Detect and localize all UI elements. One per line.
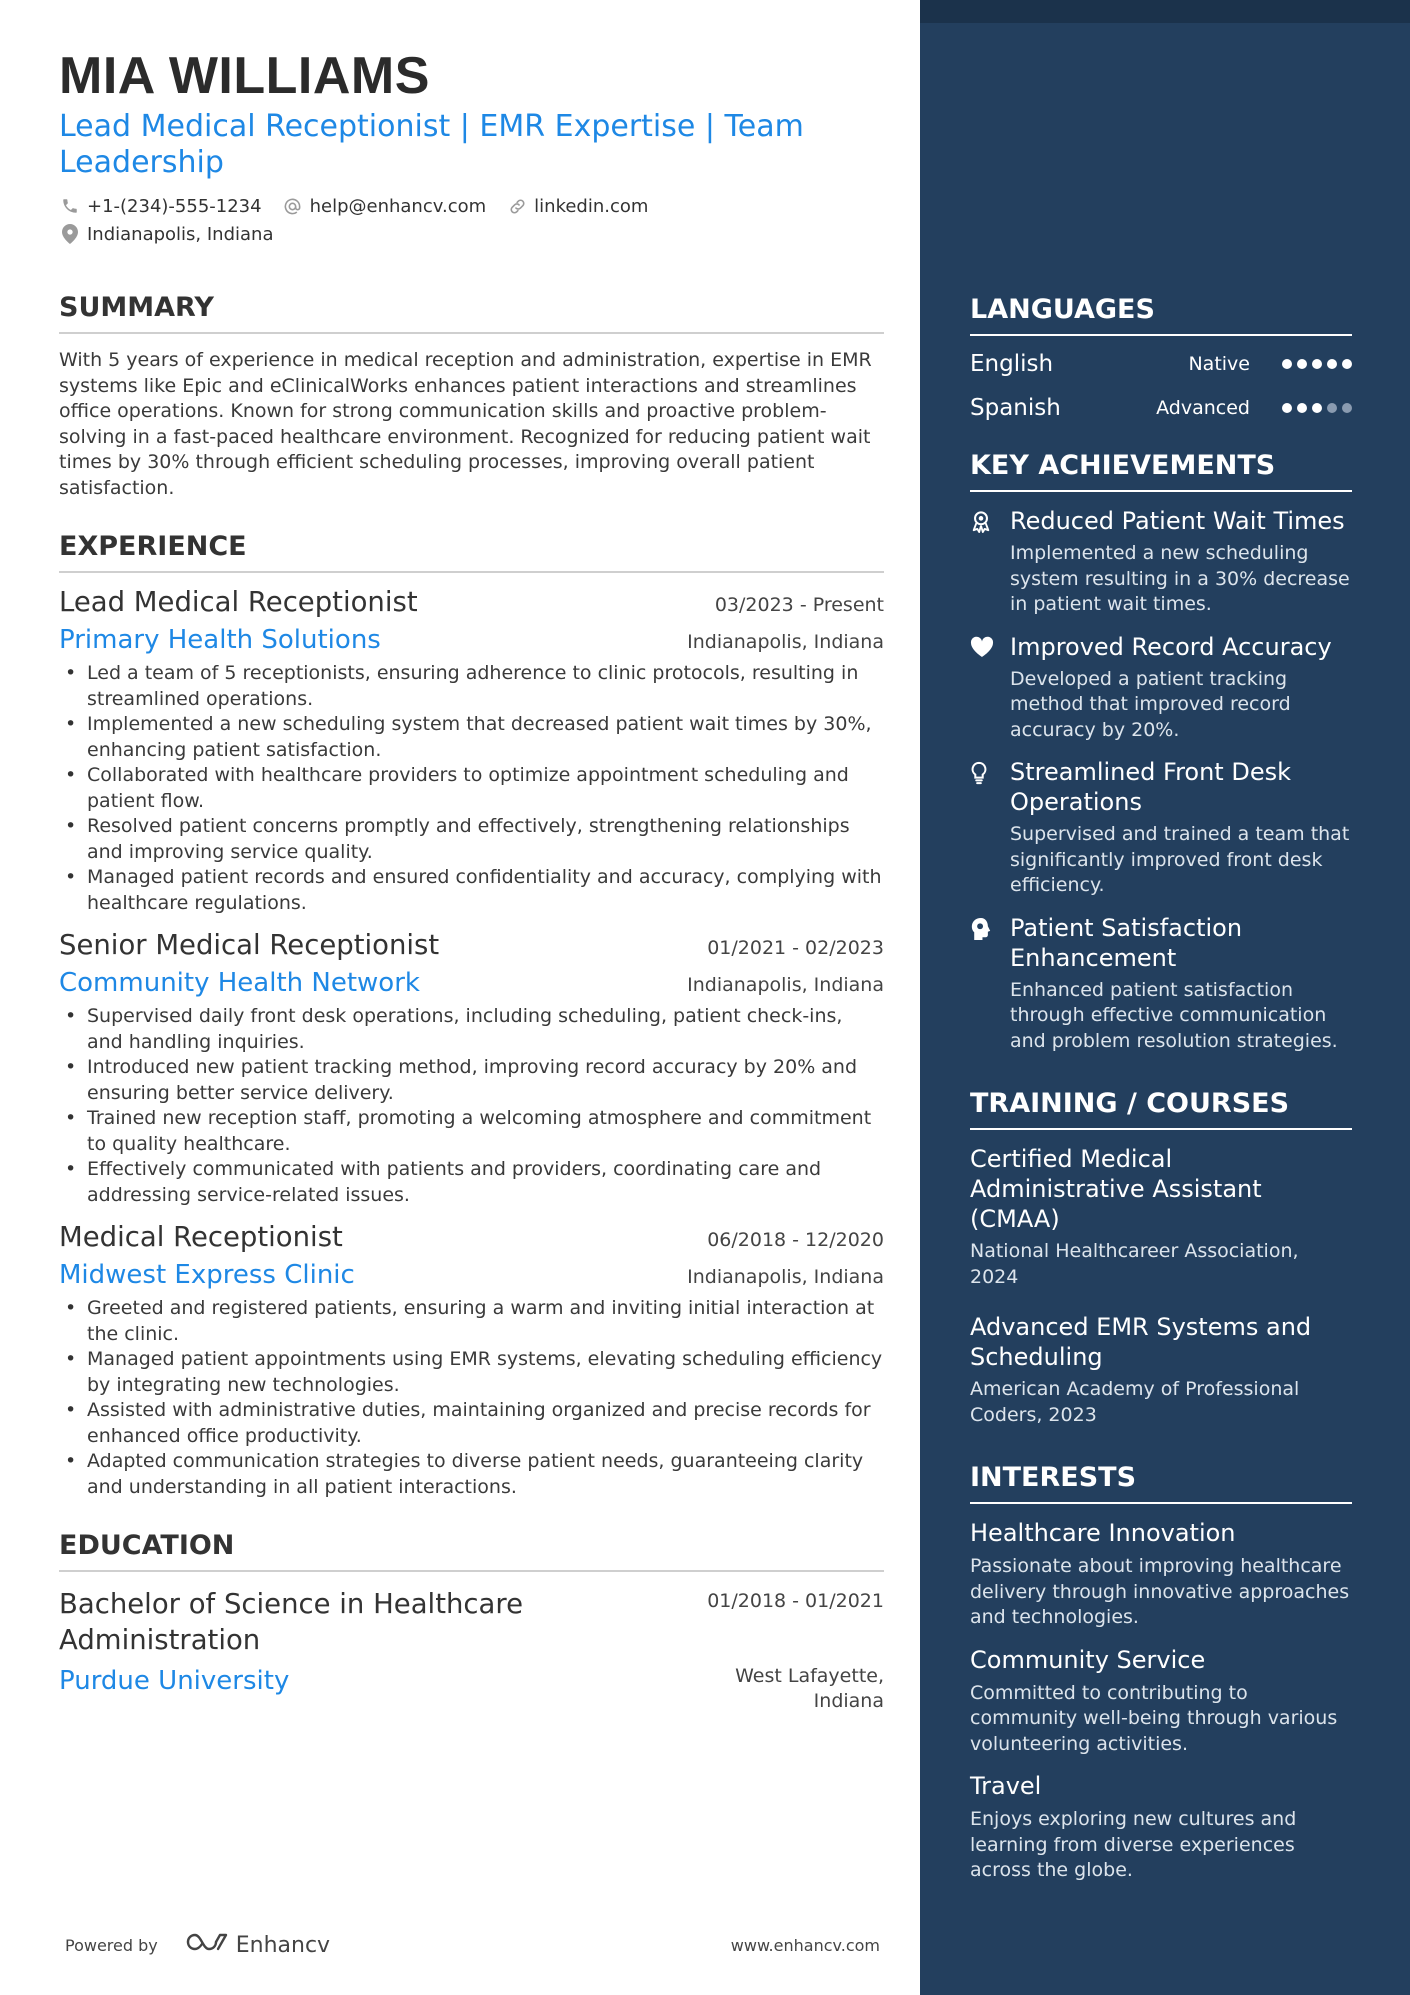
footer-url[interactable]: www.enhancv.com (730, 1935, 880, 1955)
enhancv-logo-icon (184, 1930, 230, 1960)
brand-logo[interactable] (184, 1930, 330, 1960)
language-row (970, 348, 1352, 380)
sidebar (920, 0, 1410, 1995)
job-dates: 03/2023 - Present (714, 594, 884, 616)
bullet-item: • Resolved patient concerns promptly and effectively, strengthening relationships and improving service quality. (59, 814, 884, 865)
course-item (970, 1144, 1352, 1290)
bullet-item: • Managed patient records and ensured confidentiality and accuracy, complying with healthcare regulations. (59, 865, 884, 916)
proficiency-dot-filled (1282, 403, 1292, 413)
achievements-heading: KEY ACHIEVEMENTS (970, 450, 1352, 492)
proficiency-dot-filled (1297, 403, 1307, 413)
powered-by-label: Powered by (65, 1935, 158, 1955)
lightbulb-icon (970, 757, 1010, 899)
interest-desc: Enjoys exploring new cultures and learning from diverse experiences across the globe. (970, 1808, 1297, 1881)
job-location: Indianapolis, Indiana (687, 1266, 884, 1288)
proficiency-dot-empty (1342, 403, 1352, 413)
interest-title: Community Service (970, 1645, 1206, 1674)
bullet-item: • Trained new reception staff, promoting a welcoming atmosphere and commitment to quality healthcare. (59, 1106, 884, 1157)
job-bullets (59, 1004, 884, 1208)
job-entry (59, 585, 884, 916)
bullet-item: • Managed patient appointments using EMR systems, elevating scheduling efficiency by integrating new technologies. (59, 1347, 884, 1398)
education-entry (59, 1586, 884, 1658)
contact-email[interactable] (282, 195, 487, 217)
achievement-desc: Implemented a new scheduling system resulting in a 30% decrease in patient wait times. (1010, 542, 1350, 615)
experience-heading: EXPERIENCE (59, 531, 884, 573)
job-dates: 06/2018 - 12/2020 (707, 1229, 884, 1251)
proficiency-dot-empty (1327, 403, 1337, 413)
heart-icon (970, 632, 1010, 744)
interests-heading: INTERESTS (970, 1462, 1352, 1504)
proficiency-dot-filled (1342, 359, 1352, 369)
summary-text: With 5 years of experience in medical reception and administration, expertise in EMR systems like Epic and eClinicalWorks enhances patient interactions and streamlines office operations. Known for strong communication skills and proactive problem-solving in a fast-paced healthcare environment. Recognized for reducing patient wait times by 30% through efficient scheduling processes, improving overall patient satisfaction. (59, 349, 872, 499)
bullet-item: • Supervised daily front desk operations, including scheduling, patient check-ins, and handling inquiries. (59, 1004, 884, 1055)
contact-phone[interactable] (59, 195, 262, 217)
achievement-item (970, 757, 1352, 899)
interest-item (970, 1518, 1352, 1631)
summary-heading: SUMMARY (59, 292, 884, 334)
proficiency-dot-filled (1327, 359, 1337, 369)
education-heading: EDUCATION (59, 1530, 884, 1572)
languages-heading: LANGUAGES (970, 294, 1352, 336)
proficiency-dot-filled (1312, 359, 1322, 369)
proficiency-dot-filled (1297, 359, 1307, 369)
training-heading: TRAINING / COURSES (970, 1088, 1352, 1130)
job-location: Indianapolis, Indiana (687, 974, 884, 996)
company-name: Primary Health Solutions (59, 625, 381, 655)
interest-item (970, 1645, 1352, 1758)
bullet-item: • Led a team of 5 receptionists, ensuring adherence to clinic protocols, resulting in streamlined operations. (59, 661, 884, 712)
interest-desc: Committed to contributing to community well-being through various volunteering activities. (970, 1681, 1338, 1755)
contact-location (59, 223, 274, 245)
proficiency-dot-filled (1282, 359, 1292, 369)
phone-text: +1-(234)-555-1234 (87, 195, 262, 217)
bullet-item: • Assisted with administrative duties, maintaining organized and precise records for enhanced office productivity. (59, 1398, 884, 1449)
contact-row-2 (59, 223, 884, 245)
course-title: Advanced EMR Systems and Scheduling (970, 1313, 1312, 1371)
bullet-item: • Collaborated with healthcare providers to optimize appointment scheduling and patient flow. (59, 763, 884, 814)
candidate-tagline: Lead Medical Receptionist | EMR Expertise | Team Leadership (59, 109, 804, 180)
achievement-title: Streamlined Front Desk Operations (1010, 758, 1291, 816)
footer (65, 1930, 880, 1960)
job-title: Lead Medical Receptionist (59, 586, 418, 618)
language-level: Native (1188, 353, 1250, 375)
bullet-item: • Effectively communicated with patients and providers, coordinating care and addressing service-related issues. (59, 1157, 884, 1208)
achievement-desc: Supervised and trained a team that significantly improved front desk efficiency. (1010, 823, 1350, 896)
language-level: Advanced (1156, 397, 1250, 419)
award-ribbon-icon (970, 506, 1010, 618)
head-brain-icon (970, 913, 1010, 1055)
language-name: English (970, 351, 1054, 377)
job-title: Medical Receptionist (59, 1221, 343, 1253)
course-org: National Healthcareer Association, 2024 (970, 1240, 1299, 1288)
contact-row (59, 195, 884, 217)
interest-desc: Passionate about improving healthcare delivery through innovative approaches and technologies. (970, 1555, 1350, 1628)
achievement-item (970, 632, 1352, 744)
email-text: help@enhancv.com (309, 195, 487, 217)
bullet-item: • Adapted communication strategies to diverse patient needs, guaranteeing clarity and understanding in all patient interactions. (59, 1449, 884, 1500)
sidebar-top-bar (920, 0, 1410, 23)
achievement-desc: Developed a patient tracking method that improved record accuracy by 20%. (1010, 667, 1291, 741)
bullet-item: • Introduced new patient tracking method, improving record accuracy by 20% and ensuring better service delivery. (59, 1055, 884, 1106)
contact-linkedin[interactable] (506, 195, 648, 217)
bullet-item: • Implemented a new scheduling system that decreased patient wait times by 30%, enhancing patient satisfaction. (59, 712, 884, 763)
map-pin-icon (59, 223, 81, 245)
course-item (970, 1312, 1352, 1428)
achievement-item (970, 913, 1352, 1055)
course-org: American Academy of Professional Coders, 2023 (970, 1378, 1300, 1426)
location-text: Indianapolis, Indiana (87, 223, 274, 245)
job-dates: 01/2021 - 02/2023 (707, 937, 884, 959)
education-location: West Lafayette, Indiana (735, 1665, 884, 1712)
degree-title: Bachelor of Science in Healthcare Administration (59, 1588, 523, 1656)
course-title: Certified Medical Administrative Assistant (CMAA) (970, 1145, 1262, 1233)
company-name: Midwest Express Clinic (59, 1260, 355, 1290)
achievement-title: Reduced Patient Wait Times (1010, 507, 1345, 535)
interest-item (970, 1771, 1352, 1884)
achievement-title: Patient Satisfaction Enhancement (1010, 913, 1243, 972)
job-entry (59, 928, 884, 1208)
job-bullets (59, 1296, 884, 1500)
achievement-item (970, 506, 1352, 618)
school-name: Purdue University (59, 1666, 290, 1696)
candidate-name: MIA WILLIAMS (59, 47, 430, 105)
link-icon (506, 195, 528, 217)
achievement-title: Improved Record Accuracy (1010, 632, 1332, 661)
job-title: Senior Medical Receptionist (59, 929, 440, 961)
proficiency-dots (1282, 403, 1352, 413)
education-dates: 01/2018 - 01/2021 (707, 1590, 884, 1612)
language-name: Spanish (970, 395, 1061, 421)
proficiency-dots (1282, 359, 1352, 369)
achievement-desc: Enhanced patient satisfaction through effective communication and problem resolution strategies. (1010, 978, 1338, 1052)
language-row (970, 392, 1352, 424)
bullet-item: • Greeted and registered patients, ensuring a warm and inviting initial interaction at the clinic. (59, 1296, 884, 1347)
linkedin-text: linkedin.com (534, 195, 649, 217)
job-entry (59, 1220, 884, 1500)
proficiency-dot-filled (1312, 403, 1322, 413)
phone-icon (59, 195, 81, 217)
job-location: Indianapolis, Indiana (687, 631, 884, 653)
interest-title: Healthcare Innovation (970, 1519, 1236, 1547)
job-bullets (59, 661, 884, 916)
interest-title: Travel (970, 1772, 1042, 1800)
brand-name: Enhancv (235, 1932, 331, 1958)
at-sign-icon (282, 195, 304, 217)
company-name: Community Health Network (59, 968, 420, 998)
